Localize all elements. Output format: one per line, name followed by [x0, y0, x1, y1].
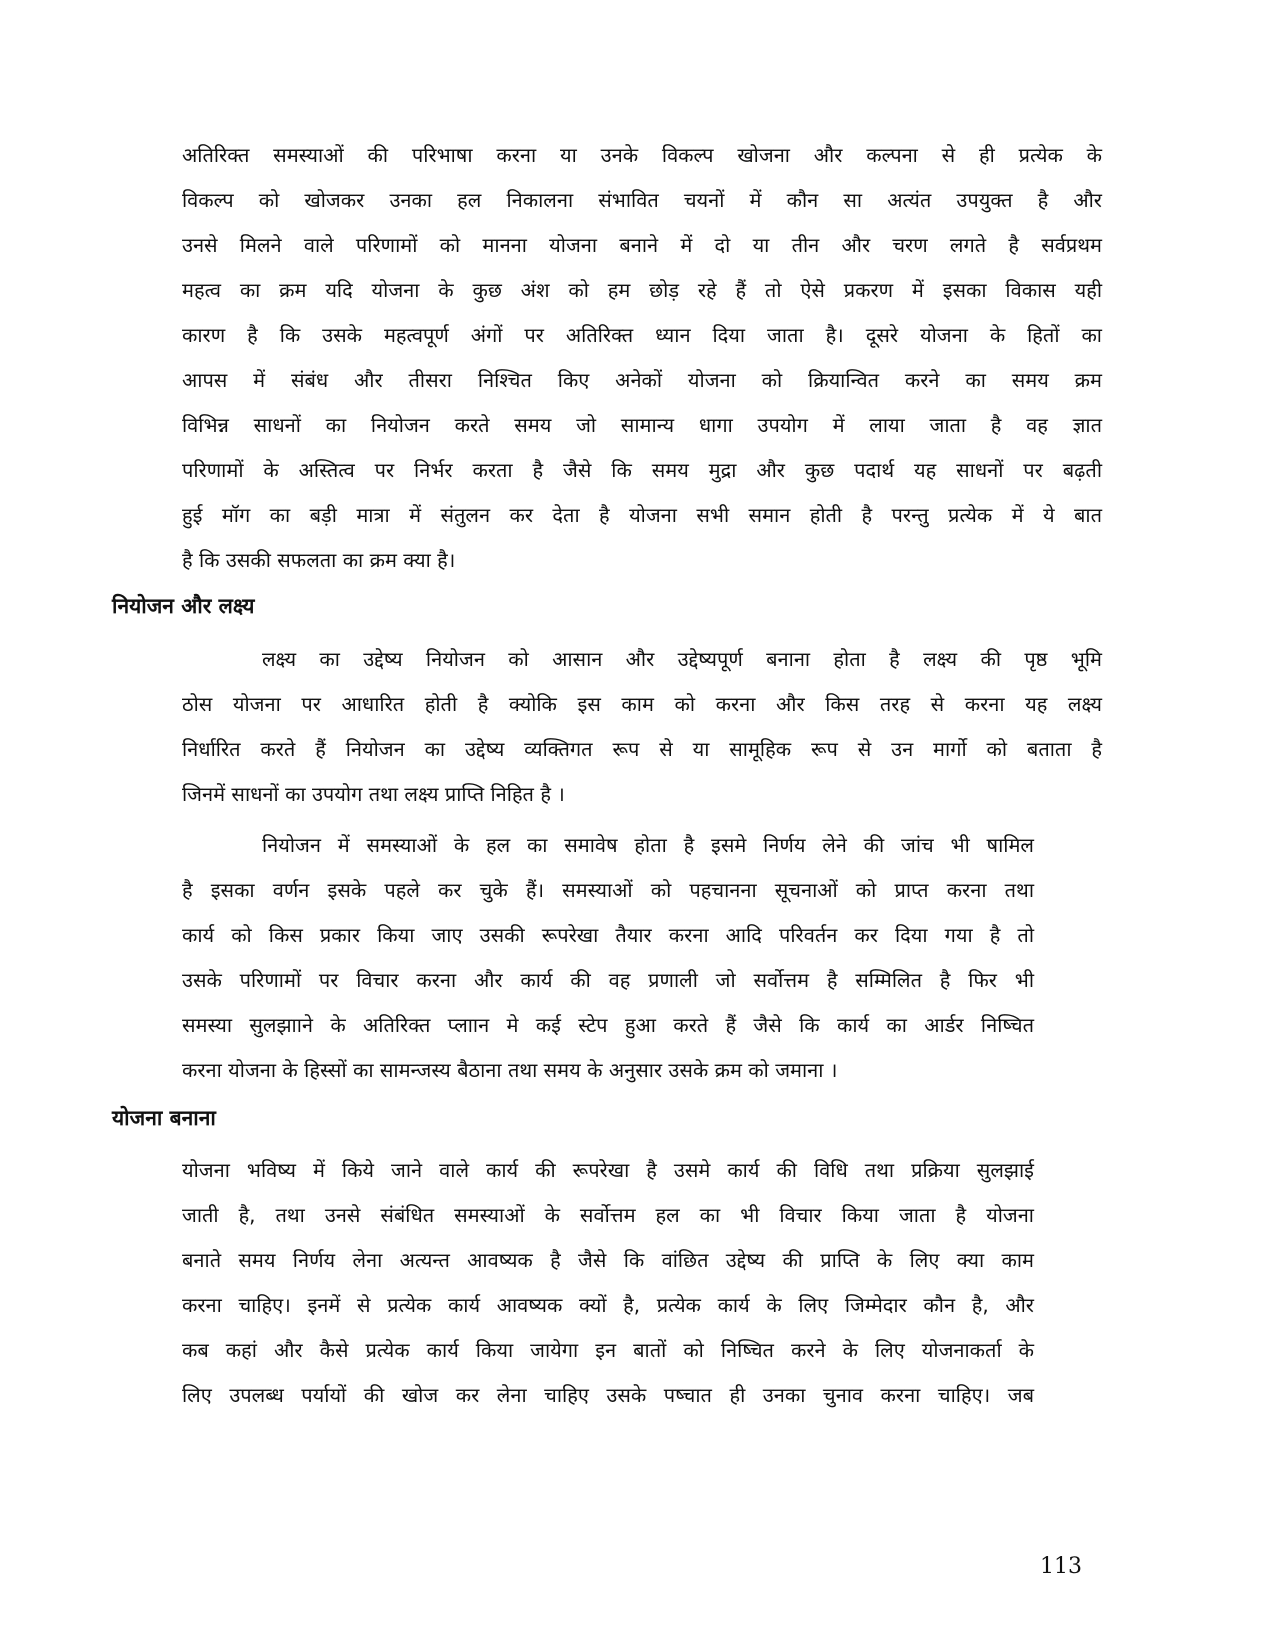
paragraph-line: उनसे मिलने वाले परिणामों को मानना योजना बनाने में दो या तीन और चरण लगते है सर्वप्रथम [182, 233, 1102, 257]
paragraph-line: आपस में संबंध और तीसरा निश्चित किए अनेकों योजना को क्रियान्वित करने का समय क्रम [182, 368, 1102, 392]
paragraph-line: नियोजन में समस्याओं के हल का समावेष होता है इसमे निर्णय लेने की जांच भी षामिल [262, 833, 1034, 857]
paragraph-line: जाती है, तथा उनसे संबंधित समस्याओं के सर्वोत्तम हल का भी विचार किया जाता है योजना [182, 1203, 1034, 1227]
paragraph-line: योजना भविष्य में किये जाने वाले कार्य की रूपरेखा है उसमे कार्य की विधि तथा प्रक्रिया सुलझाई [182, 1158, 1034, 1182]
paragraph-line: करना चाहिए। इनमें से प्रत्येक कार्य आवष्यक क्यों है, प्रत्येक कार्य के लिए जिम्मेदार कौन है, और [182, 1293, 1034, 1317]
page-number: 113 [1040, 1554, 1082, 1579]
paragraph-line: है कि उसकी सफलता का क्रम क्या है। [182, 548, 456, 572]
paragraph-line: करना योजना के हिस्सों का सामन्जस्य बैठाना तथा समय के अनुसार उसके क्रम को जमाना । [182, 1058, 838, 1082]
paragraph-line: लिए उपलब्ध पर्यायों की खोज कर लेना चाहिए उसके पष्चात ही उनका चुनाव करना चाहिए। जब [182, 1383, 1034, 1407]
paragraph-line: कारण है कि उसके महत्वपूर्ण अंगों पर अतिरिक्त ध्यान दिया जाता है। दूसरे योजना के हितों का [182, 323, 1102, 347]
paragraph-2 [182, 637, 1102, 817]
paragraph-1 [182, 133, 1102, 583]
paragraph-line: अतिरिक्त समस्याओं की परिभाषा करना या उनके विकल्प खोजना और कल्पना से ही प्रत्येक के [182, 143, 1102, 167]
paragraph-line: हुई मॉग का बड़ी मात्रा में संतुलन कर देता है योजना सभी समान होती है परन्तु प्रत्येक में ये बात [182, 503, 1102, 527]
paragraph-line: है इसका वर्णन इसके पहले कर चुके हैं। समस्याओं को पहचानना सूचनाओं को प्राप्त करना तथा [182, 878, 1034, 902]
paragraph-line: विभिन्न साधनों का नियोजन करते समय जो सामान्य धागा उपयोग में लाया जाता है वह ज्ञात [182, 413, 1102, 437]
paragraph-line: जिनमें साधनों का उपयोग तथा लक्ष्य प्राप्ति निहित है । [182, 782, 565, 806]
paragraph-line: कब कहां और कैसे प्रत्येक कार्य किया जायेगा इन बातों को निष्चित करने के लिए योजनाकर्ता के [182, 1338, 1034, 1362]
paragraph-line: कार्य को किस प्रकार किया जाए उसकी रूपरेखा तैयार करना आदि परिवर्तन कर दिया गया है तो [182, 923, 1034, 947]
paragraph-line: समस्या सुलझााने के अतिरिक्त प्लाान मे कई स्टेप हुआ करते हैं जैसे कि कार्य का आर्डर निष्चित [182, 1013, 1034, 1037]
paragraph-line: उसके परिणामों पर विचार करना और कार्य की वह प्रणाली जो सर्वोत्तम है सम्मिलित है फिर भी [182, 968, 1034, 992]
paragraph-line: परिणामों के अस्तित्व पर निर्भर करता है जैसे कि समय मुद्रा और कुछ पदार्थ यह साधनों पर बढ़ती [182, 458, 1102, 482]
section-heading: योजना बनाना [112, 1106, 216, 1130]
paragraph-line: विकल्प को खोजकर उनका हल निकालना संभावित चयनों में कौन सा अत्यंत उपयुक्त है और [182, 188, 1102, 212]
paragraph-line: निर्धारित करते हैं नियोजन का उद्देष्य व्यक्तिगत रूप से या सामूहिक रूप से उन मार्गो को बताता है [182, 737, 1102, 761]
paragraph-line: बनाते समय निर्णय लेना अत्यन्त आवष्यक है जैसे कि वांछित उद्देष्य की प्राप्ति के लिए क्या काम [182, 1248, 1034, 1272]
section-heading: नियोजन और लक्ष्य [112, 594, 255, 618]
paragraph-3 [182, 823, 1034, 1093]
paragraph-line: महत्व का क्रम यदि योजना के कुछ अंश को हम छोड़ रहे हैं तो ऐसे प्रकरण में इसका विकास यही [182, 278, 1102, 302]
paragraph-4 [182, 1148, 1034, 1418]
paragraph-line: लक्ष्य का उद्देष्य नियोजन को आसान और उद्देष्यपूर्ण बनाना होता है लक्ष्य की पृष्ठ भूमि [262, 647, 1102, 671]
paragraph-line: ठोस योजना पर आधारित होती है क्योकि इस काम को करना और किस तरह से करना यह लक्ष्य [182, 692, 1102, 716]
